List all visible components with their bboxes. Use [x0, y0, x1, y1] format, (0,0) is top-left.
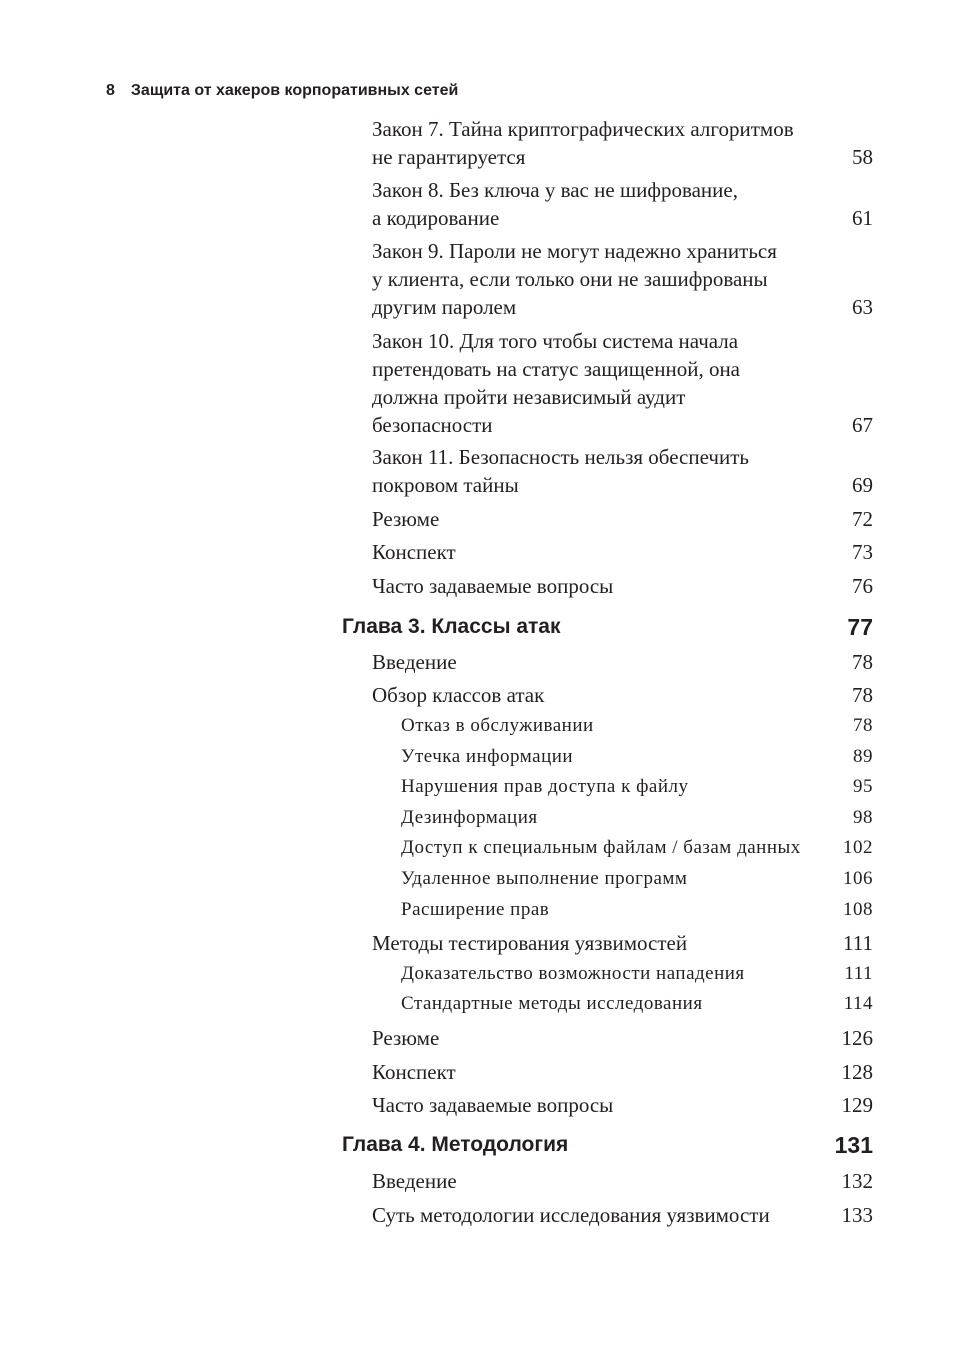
toc-page-number: 102 — [843, 837, 873, 858]
toc-page-number: 77 — [847, 614, 873, 640]
toc-section — [372, 1167, 873, 1195]
toc-section — [372, 1091, 873, 1119]
toc-subsection — [401, 773, 873, 801]
toc-entry-title-line: Резюме — [372, 1026, 440, 1050]
toc-entry-title-line: у клиента, если только они не зашифрованы — [372, 267, 768, 291]
toc-entry-title-line: Введение — [372, 1169, 457, 1193]
toc-section — [372, 1201, 873, 1229]
toc-page-number: 111 — [844, 963, 873, 984]
toc-section — [372, 572, 873, 600]
toc-section — [372, 1058, 873, 1086]
toc-page-number: 72 — [852, 507, 873, 531]
toc-section — [372, 176, 873, 232]
toc-subsection — [401, 834, 873, 862]
toc-entry-title-line: Стандартные методы исследования — [401, 993, 703, 1014]
toc-page-number: 61 — [852, 206, 873, 230]
toc-section — [372, 327, 873, 439]
toc-entry-title-line: Закон 8. Без ключа у вас не шифрование, — [372, 178, 738, 202]
toc-page-number: 67 — [852, 413, 873, 437]
toc-subsection — [401, 804, 873, 832]
toc-page-number: 95 — [853, 776, 873, 797]
toc-page-number: 73 — [852, 540, 873, 564]
toc-entry-title-line: не гарантируется — [372, 145, 526, 169]
toc-entry-title-line: Конспект — [372, 1060, 456, 1084]
toc-page-number: 58 — [852, 145, 873, 169]
toc-subsection — [401, 712, 873, 740]
page-number: 8 — [106, 82, 115, 99]
toc-section — [372, 505, 873, 533]
toc-entry-title-line: Доступ к специальным файлам / базам данных — [401, 837, 801, 858]
toc-page-number: 131 — [834, 1132, 873, 1158]
book-title: Защита от хакеров корпоративных сетей — [130, 82, 459, 99]
toc-page-number: 114 — [843, 993, 873, 1014]
toc-entry-title-line: Обзор классов атак — [372, 683, 545, 707]
toc-page-number: 78 — [852, 683, 873, 707]
toc-section — [372, 538, 873, 566]
toc-page-number: 63 — [852, 295, 873, 319]
toc-entry-title-line: Закон 7. Тайна криптографических алгоритмов — [372, 117, 794, 141]
toc-subsection — [401, 990, 873, 1018]
toc-entry-title-line: Отказ в обслуживании — [401, 715, 594, 736]
toc-page-number: 111 — [843, 931, 873, 955]
toc-chapter — [342, 1131, 873, 1159]
toc-subsection — [401, 865, 873, 893]
toc-page-number: 69 — [852, 473, 873, 497]
toc-chapter — [342, 613, 873, 641]
toc-entry-title-line: должна пройти независимый аудит — [372, 385, 686, 409]
toc-page-number: 133 — [841, 1203, 873, 1227]
toc-entry-title-line: Часто задаваемые вопросы — [372, 574, 614, 598]
toc-page-number: 89 — [853, 746, 873, 767]
toc-page-number: 98 — [853, 807, 873, 828]
toc-entry-title-line: Закон 10. Для того чтобы система начала — [372, 329, 739, 353]
toc-entry-title-line: а кодирование — [372, 206, 500, 230]
toc-section — [372, 443, 873, 499]
toc-section — [372, 237, 873, 321]
toc-section — [372, 1024, 873, 1052]
toc-entry-title-line: Введение — [372, 650, 457, 674]
toc-entry-title-line: покровом тайны — [372, 473, 519, 497]
running-header — [106, 80, 458, 102]
toc-entry-title-line: Закон 11. Безопасность нельзя обеспечить — [372, 445, 749, 469]
toc-entry-title-line: Суть методологии исследования уязвимости — [372, 1203, 770, 1227]
toc-entry-title-line: безопасности — [372, 413, 493, 437]
toc-page-number: 106 — [843, 868, 873, 889]
toc-page-number: 78 — [852, 650, 873, 674]
toc-section — [372, 929, 873, 957]
toc-entry-title-line: Резюме — [372, 507, 440, 531]
toc-entry-title-line: Дезинформация — [401, 807, 538, 828]
toc-entry-title-line: Конспект — [372, 540, 456, 564]
toc-entry-title-line: Методы тестирования уязвимостей — [372, 931, 688, 955]
toc-entry-title-line: Глава 3. Классы атак — [342, 615, 561, 638]
toc-entry-title-line: Закон 9. Пароли не могут надежно храниться — [372, 239, 777, 263]
toc-subsection — [401, 743, 873, 771]
toc-subsection — [401, 960, 873, 988]
toc-subsection — [401, 896, 873, 924]
toc-entry-title-line: Часто задаваемые вопросы — [372, 1093, 614, 1117]
toc-page-number: 126 — [841, 1026, 873, 1050]
toc-entry-title-line: Доказательство возможности нападения — [401, 963, 745, 984]
toc-page-number: 78 — [853, 715, 873, 736]
toc-page-number: 129 — [841, 1093, 873, 1117]
toc-page-number: 128 — [841, 1060, 873, 1084]
toc-entry-title-line: Удаленное выполнение программ — [401, 868, 688, 889]
toc-entry-title-line: Нарушения прав доступа к файлу — [401, 776, 689, 797]
toc-entry-title-line: Расширение прав — [401, 899, 550, 920]
toc-section — [372, 648, 873, 676]
toc-page-number: 76 — [852, 574, 873, 598]
toc-entry-title-line: Глава 4. Методология — [342, 1133, 569, 1156]
toc-section — [372, 681, 873, 709]
toc-entry-title-line: претендовать на статус защищенной, она — [372, 357, 741, 381]
toc-entry-title-line: другим паролем — [372, 295, 517, 319]
toc-page-number: 108 — [843, 899, 873, 920]
toc-page-number: 132 — [841, 1169, 873, 1193]
toc-section — [372, 115, 873, 171]
toc-entry-title-line: Утечка информации — [401, 746, 574, 767]
